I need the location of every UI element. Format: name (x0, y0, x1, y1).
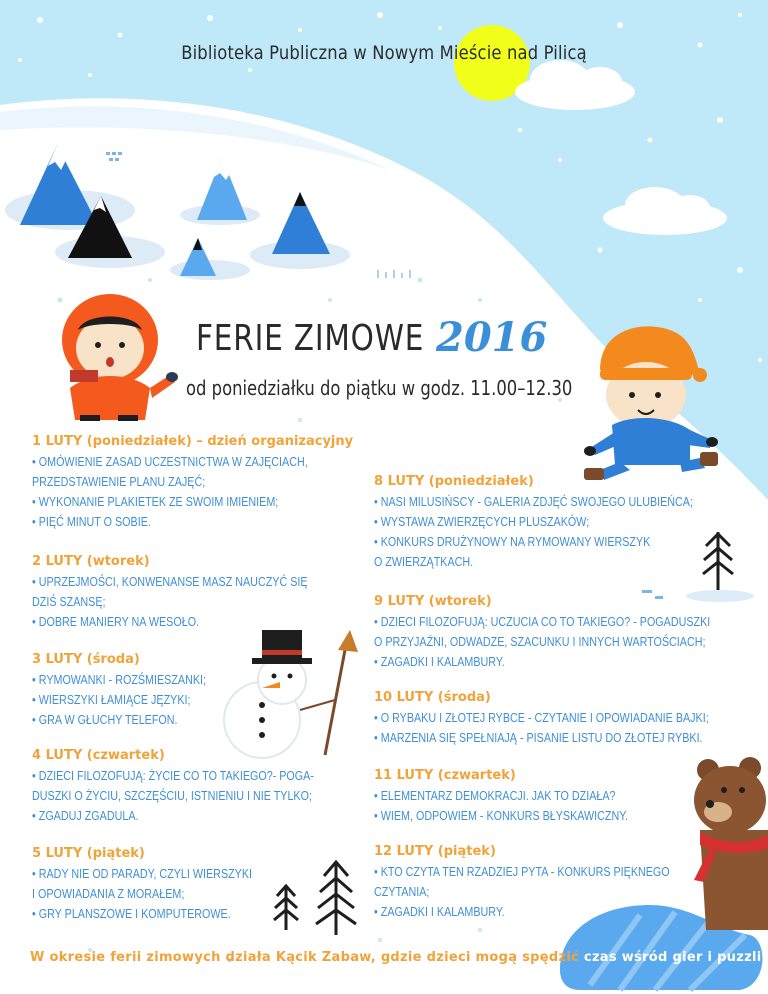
footer-note (30, 950, 767, 965)
day-item: • DZIECI FILOZOFUJĄ: UCZUCIA CO TO TAKIEGO? - POGADUSZKI (374, 615, 711, 629)
day-title: 5 LUTY (piątek) (32, 846, 145, 861)
day-item: I OPOWIADANIA Z MORAŁEM; (32, 887, 185, 901)
day-block (32, 434, 353, 532)
day-block (374, 474, 745, 572)
day-title: 10 LUTY (środa) (374, 690, 491, 705)
day-title: 9 LUTY (wtorek) (374, 594, 492, 609)
day-item: • ZAGADKI I KALAMBURY. (374, 655, 505, 669)
day-item: • RYMOWANKI - ROZŚMIESZANKI; (32, 673, 206, 687)
day-item: O ZWIERZĄTKACH. (374, 555, 474, 569)
day-item: • WYSTAWA ZWIERZĘCYCH PLUSZAKÓW; (374, 515, 590, 529)
day-item: CZYTANIA; (374, 885, 430, 899)
day-block (32, 748, 360, 826)
day-item: DZIŚ SZANSĘ; (32, 595, 106, 609)
day-item: DUSZKI O ŻYCIU, SZCZĘŚCIU, ISTNIENIU I NIE TYLKO; (32, 789, 312, 803)
day-item: • WYKONANIE PLAKIETEK ZE SWOIM IMIENIEM; (32, 495, 279, 509)
day-item: • KTO CZYTA TEN RZADZIEJ PYTA - KONKURS PIĘKNEGO (374, 865, 670, 879)
title-year: 2016 (436, 314, 548, 361)
day-block (374, 690, 763, 748)
day-title: 3 LUTY (środa) (32, 652, 140, 667)
day-item: • RADY NIE OD PARADY, CZYLI WIERSZYKI (32, 867, 253, 881)
day-title: 1 LUTY (poniedziałek) – dzień organizacyjny (32, 434, 354, 449)
page-title (196, 314, 548, 361)
day-title: 4 LUTY (czwartek) (32, 748, 165, 763)
schedule-hours: od poniedziałku do piątku w godz. 11.00–12.30 (186, 376, 573, 400)
day-title: 2 LUTY (wtorek) (32, 554, 150, 569)
day-item: • MARZENIA SIĘ SPEŁNIAJĄ - PISANIE LISTU DO ZŁOTEJ RYBKI. (374, 731, 703, 745)
footer-highlight: czas wśród gier i puzzli. (579, 950, 767, 965)
day-item: • ELEMENTARZ DEMOKRACJI. JAK TO DZIAŁA? (374, 789, 616, 803)
day-block (32, 846, 288, 924)
day-item: • OMÓWIENIE ZASAD UCZESTNICTWA W ZAJĘCIACH, (32, 455, 308, 469)
day-item: • WIERSZYKI ŁAMIĄCE JĘZYKI; (32, 693, 191, 707)
day-item: • O RYBAKU I ZŁOTEJ RYBCE - CZYTANIE I OPOWIADANIE BAJKI; (374, 711, 709, 725)
day-item: • GRY PLANSZOWE I KOMPUTEROWE. (32, 907, 231, 921)
day-item: PRZEDSTAWIENIE PLANU ZAJĘĆ; (32, 475, 206, 489)
day-title: 12 LUTY (piątek) (374, 844, 496, 859)
day-block (374, 594, 765, 672)
day-item: • UPRZEJMOŚCI, KONWENANSE MASZ NAUCZYĆ SIĘ (32, 575, 308, 589)
day-item: • ZGADUJ ZGADULA. (32, 809, 139, 823)
day-title: 8 LUTY (poniedziałek) (374, 474, 534, 489)
day-item: • NASI MILUSIŃSCY - GALERIA ZDJĘĆ SWOJEGO ULUBIEŃCA; (374, 495, 693, 509)
day-block (32, 652, 234, 730)
day-block (32, 554, 352, 632)
day-item: • PIĘĆ MINUT O SOBIE. (32, 515, 151, 529)
day-item: • WIEM, ODPOWIEM - KONKURS BŁYSKAWICZNY. (374, 809, 629, 823)
day-item: • DZIECI FILOZOFUJĄ: ŻYCIE CO TO TAKIEGO?- POGA- (32, 769, 314, 783)
day-block (374, 844, 718, 922)
day-item: • KONKURS DRUŻYNOWY NA RYMOWANY WIERSZYK (374, 535, 651, 549)
day-item: O PRZYJAŹNI, ODWADZE, SZACUNKU I INNYCH WARTOŚCIACH; (374, 635, 706, 649)
day-item: • GRA W GŁUCHY TELEFON. (32, 713, 178, 727)
day-item: • DOBRE MANIERY NA WESOŁO. (32, 615, 200, 629)
footer-text: W okresie ferii zimowych działa Kącik Zabaw, gdzie dzieci mogą spędzić (30, 950, 580, 965)
library-name: Biblioteka Publiczna w Nowym Mieście nad Pilicą (181, 42, 587, 64)
title-main: FERIE ZIMOWE (196, 318, 425, 359)
day-item: • ZAGADKI I KALAMBURY. (374, 905, 505, 919)
day-title: 11 LUTY (czwartek) (374, 768, 516, 783)
day-block (374, 768, 669, 826)
